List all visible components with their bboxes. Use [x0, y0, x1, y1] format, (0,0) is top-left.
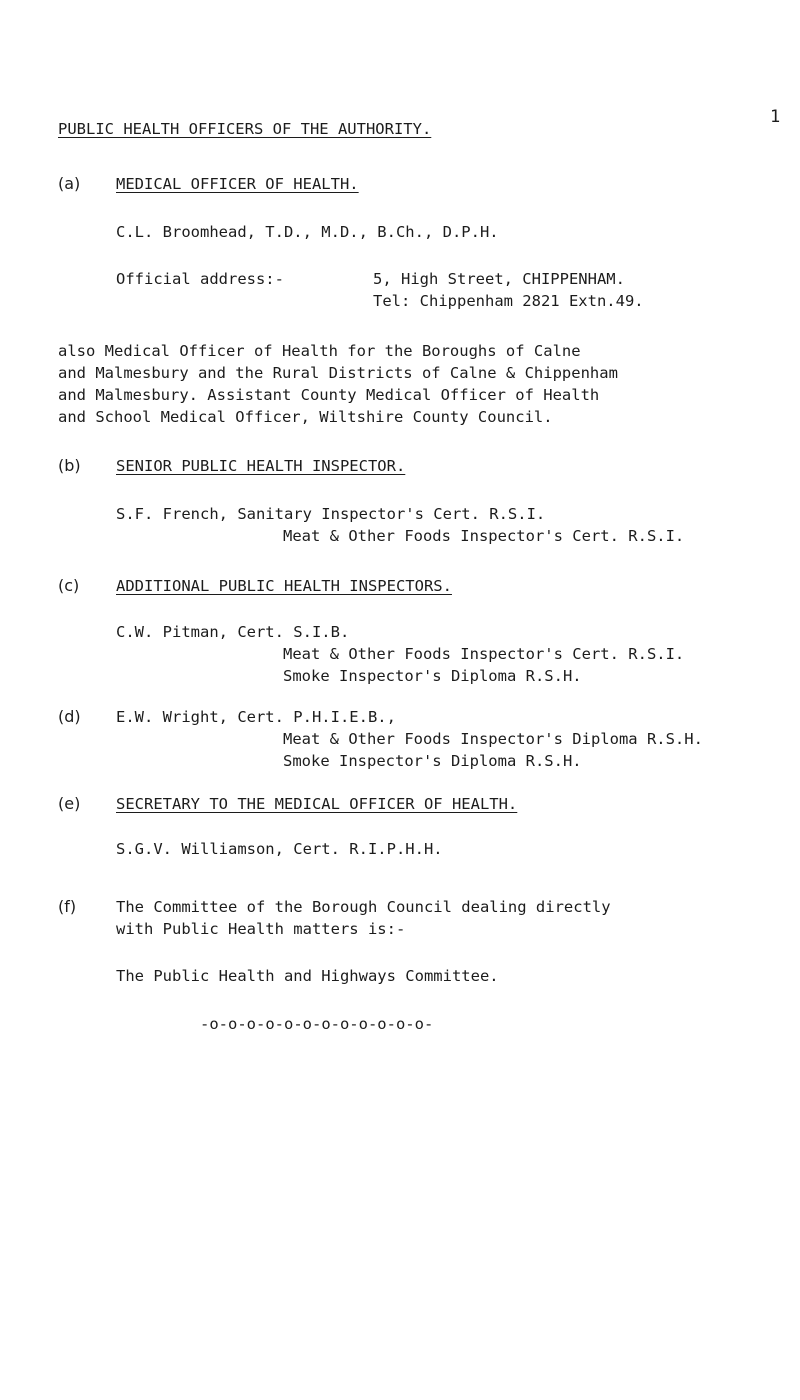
section-a-paragraph-line-1: also Medical Officer of Health for the Boroughs of Calne: [58, 342, 581, 360]
section-d-label: (d): [58, 707, 81, 726]
section-f-line-1: The Committee of the Borough Council dealing directly: [116, 898, 611, 916]
section-e-heading: SECRETARY TO THE MEDICAL OFFICER OF HEALTH.: [116, 795, 518, 813]
section-e-label: (e): [58, 794, 81, 813]
section-a-paragraph-line-3: and Malmesbury. Assistant County Medical Officer of Health: [58, 386, 600, 404]
section-e-line-1: S.G.V. Williamson, Cert. R.I.P.H.H.: [116, 840, 443, 858]
section-f-line-3: The Public Health and Highways Committee.: [116, 967, 499, 985]
section-d-line-3: Smoke Inspector's Diploma R.S.H.: [283, 752, 582, 770]
section-c-heading: ADDITIONAL PUBLIC HEALTH INSPECTORS.: [116, 577, 452, 595]
section-c-line-2: Meat & Other Foods Inspector's Cert. R.S.I.: [283, 645, 685, 663]
page-title: PUBLIC HEALTH OFFICERS OF THE AUTHORITY.: [58, 120, 432, 138]
section-b-line-2: Meat & Other Foods Inspector's Cert. R.S.I.: [283, 527, 685, 545]
section-c-line-1: C.W. Pitman, Cert. S.I.B.: [116, 623, 350, 641]
section-b-heading: SENIOR PUBLIC HEALTH INSPECTOR.: [116, 457, 406, 475]
section-a-address-line-1: 5, High Street, CHIPPENHAM.: [373, 270, 625, 288]
section-a-label: (a): [58, 174, 81, 193]
section-a-paragraph-line-2: and Malmesbury and the Rural Districts of Calne & Chippenham: [58, 364, 618, 382]
section-f-line-2: with Public Health matters is:-: [116, 920, 406, 938]
section-a-heading: MEDICAL OFFICER OF HEALTH.: [116, 175, 359, 193]
section-a-address-line-2: Tel: Chippenham 2821 Extn.49.: [373, 292, 644, 310]
section-a-address-label: Official address:-: [116, 270, 284, 288]
section-b-line-1: S.F. French, Sanitary Inspector's Cert. R.S.I.: [116, 505, 546, 523]
page-number: 1: [770, 107, 781, 127]
section-d-line-1: E.W. Wright, Cert. P.H.I.E.B.,: [116, 708, 396, 726]
section-a-paragraph-line-4: and School Medical Officer, Wiltshire County Council.: [58, 408, 553, 426]
section-b-label: (b): [58, 456, 81, 475]
section-d-line-2: Meat & Other Foods Inspector's Diploma R.S.H.: [283, 730, 703, 748]
section-separator: -o-o-o-o-o-o-o-o-o-o-o-o-: [200, 1015, 434, 1033]
section-f-label: (f): [58, 897, 77, 916]
section-c-line-3: Smoke Inspector's Diploma R.S.H.: [283, 667, 582, 685]
section-a-name: C.L. Broomhead, T.D., M.D., B.Ch., D.P.H.: [116, 223, 499, 241]
section-c-label: (c): [58, 576, 80, 595]
